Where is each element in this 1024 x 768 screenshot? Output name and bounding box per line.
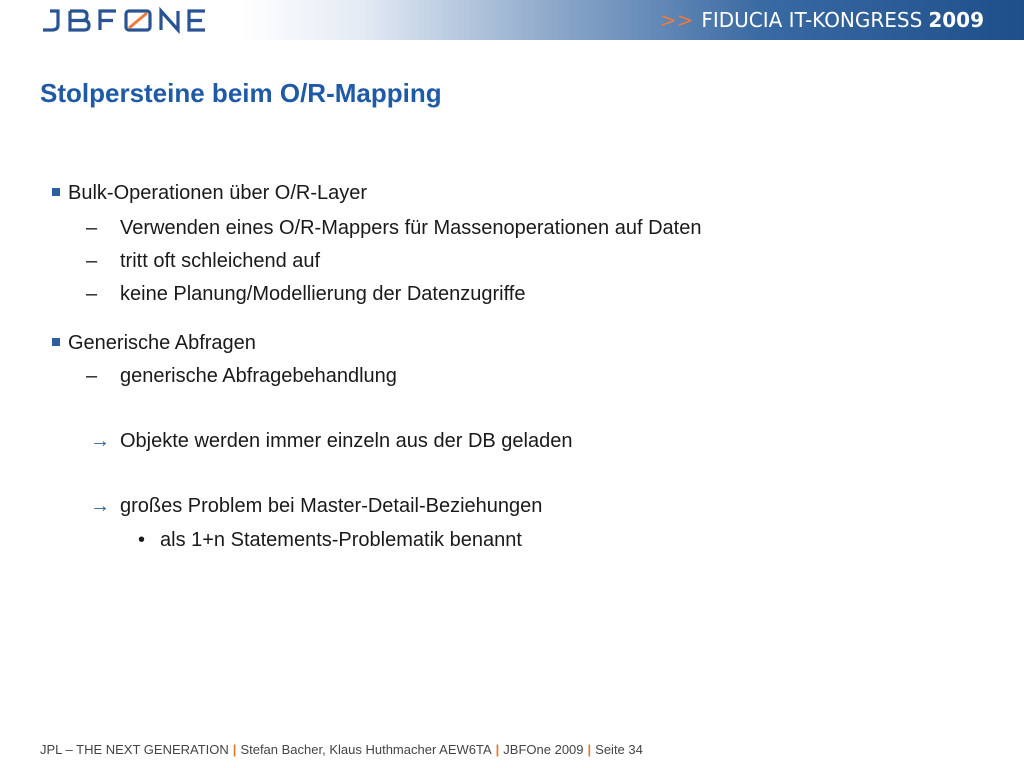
list-item xyxy=(50,364,990,388)
event-name: FIDUCIA IT-KONGRESS xyxy=(701,8,923,32)
list-item-text: keine Planung/Modellierung der Datenzugriffe xyxy=(120,283,526,305)
dash-bullet-icon: – xyxy=(86,217,98,239)
list-item-text: tritt oft schleichend auf xyxy=(120,250,321,272)
section-heading xyxy=(50,181,990,205)
dash-bullet-icon: – xyxy=(86,365,98,387)
footer-separator: | xyxy=(587,742,592,757)
footer-event: JBFOne 2009 xyxy=(503,742,584,757)
slide-footer xyxy=(40,742,643,757)
list-item-text: Verwenden eines O/R-Mappers für Massenoperationen auf Daten xyxy=(120,217,702,239)
list-item xyxy=(50,216,990,240)
footer-page-number: Seite 34 xyxy=(595,742,643,757)
footer-authors: Stefan Bacher, Klaus Huthmacher AEW6TA xyxy=(240,742,492,757)
slide-title: Stolpersteine beim O/R-Mapping xyxy=(40,78,442,108)
sub-bullet-text: als 1+n Statements-Problematik benannt xyxy=(160,529,522,551)
sub-bullet-item xyxy=(50,528,990,552)
section-heading-text: Bulk-Operationen über O/R-Layer xyxy=(68,182,368,204)
event-prefix: >> xyxy=(659,8,694,32)
dash-bullet-icon: – xyxy=(86,250,98,272)
list-item xyxy=(50,249,990,273)
dot-bullet-icon: • xyxy=(138,529,146,551)
footer-separator: | xyxy=(232,742,237,757)
section-heading-text: Generische Abfragen xyxy=(68,332,256,354)
header-banner xyxy=(0,0,1024,40)
conclusion-text: großes Problem bei Master-Detail-Beziehungen xyxy=(120,495,543,517)
square-bullet-icon xyxy=(52,338,60,346)
square-bullet-icon xyxy=(52,188,60,196)
right-arrow-icon: → xyxy=(90,495,110,517)
section-heading xyxy=(50,331,990,355)
conclusion-item xyxy=(50,429,990,453)
conclusion-text: Objekte werden immer einzeln aus der DB geladen xyxy=(120,430,573,452)
dash-bullet-icon: – xyxy=(86,283,98,305)
jbfone-logo xyxy=(40,2,210,38)
conclusion-item xyxy=(50,494,990,518)
footer-separator: | xyxy=(495,742,500,757)
list-item xyxy=(50,282,990,306)
event-title xyxy=(660,6,984,34)
event-year: 2009 xyxy=(928,8,984,32)
right-arrow-icon: → xyxy=(90,430,110,452)
list-item-text: generische Abfragebehandlung xyxy=(120,365,397,387)
footer-presentation: JPL – THE NEXT GENERATION xyxy=(40,742,229,757)
